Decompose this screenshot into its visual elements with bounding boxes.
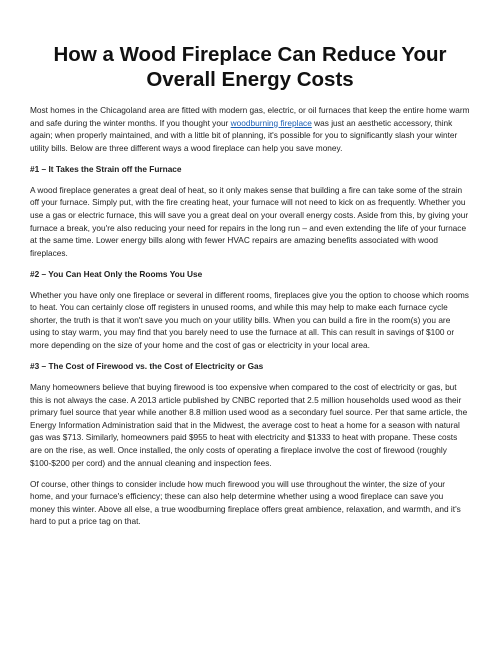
intro-text-after-link: was just an aesthetic accessory, think again; when properly maintained, and with a little bit of planning, it's possible for you to significantly slash your winter utility bills. Below are three different ways a wood fireplace can help you save money. (30, 117, 458, 153)
section-heading-2: #2 – You Can Heat Only the Rooms You Use (30, 268, 203, 279)
section-1-paragraph: A wood fireplace generates a great deal of heat, so it only makes sense that building a fire can take some of the strain off your furnace. Simply put, with the fire creating heat, your furnace will not need to kick on as frequently. Whether you use a gas or electric furnace, this will save you a great deal on your overall energy costs. Aside from this, by giving your furnace a break, you're also reducing your need for repairs in the long run – and even extending the life of your furnace at the same time. Lower energy bills along with fewer HVAC repairs are amazing benefits associated with wood fireplaces. (30, 184, 469, 258)
page-title: How a Wood Fireplace Can Reduce Your Overall Energy Costs (53, 43, 447, 91)
section-3-paragraph-1: Many homeowners believe that buying firewood is too expensive when compared to the cost of electricity or gas, but this is not always the case. A 2013 article published by CNBC reported that 2.5 million households used wood as their primary fuel source that year while another 8.8 million used wood as a secondary fuel source. Per that same article, the Energy Information Administration said that in the Midwest, the average cost to heat a home for a season with natural gas was $713. Similarly, homeowners paid $955 to heat with electricity and $1333 to heat with propane. These costs are on the rise, as well. Once installed, the only costs of operating a fireplace involve the cost of firewood (roughly $100-$200 per cord) and the annual cleaning and inspection fees. (30, 382, 468, 468)
section-2-paragraph: Whether you have only one fireplace or several in different rooms, fireplaces give you the option to choose which rooms to heat. You can certainly close off registers in unused rooms, and while this may help to make each furnace cycle shorter, the truth is that it won't save you much on your utility bills. When you can build a fire in the room(s) you are using to stay warm, you may find that you barely need to use the furnace at all. This can result in savings of $100 or more depending on the size of your home and the cost of gas or electricity in your local area. (30, 289, 469, 351)
woodburning-fireplace-link[interactable]: woodburning fireplace (230, 117, 312, 128)
section-heading-1: #1 – It Takes the Strain off the Furnace (30, 163, 182, 174)
section-3-paragraph-2: Of course, other things to consider include how much firewood you will use throughout the winter, the size of your home, and your furnace's efficiency; these can also help determine whether using a wood fireplace can save you money this winter. Above all else, a true woodburning fireplace offers great ambience, relaxation, and warmth, and it's hard to put a price tag on that. (30, 478, 461, 527)
intro-text-before-link: Most homes in the Chicagoland area are fitted with modern gas, electric, or oil furnaces that keep the entire home warm and safe during the winter months. If you thought your (30, 105, 470, 128)
section-heading-3: #3 – The Cost of Firewood vs. the Cost of Electricity or Gas (30, 361, 264, 372)
intro-paragraph (30, 104, 470, 154)
